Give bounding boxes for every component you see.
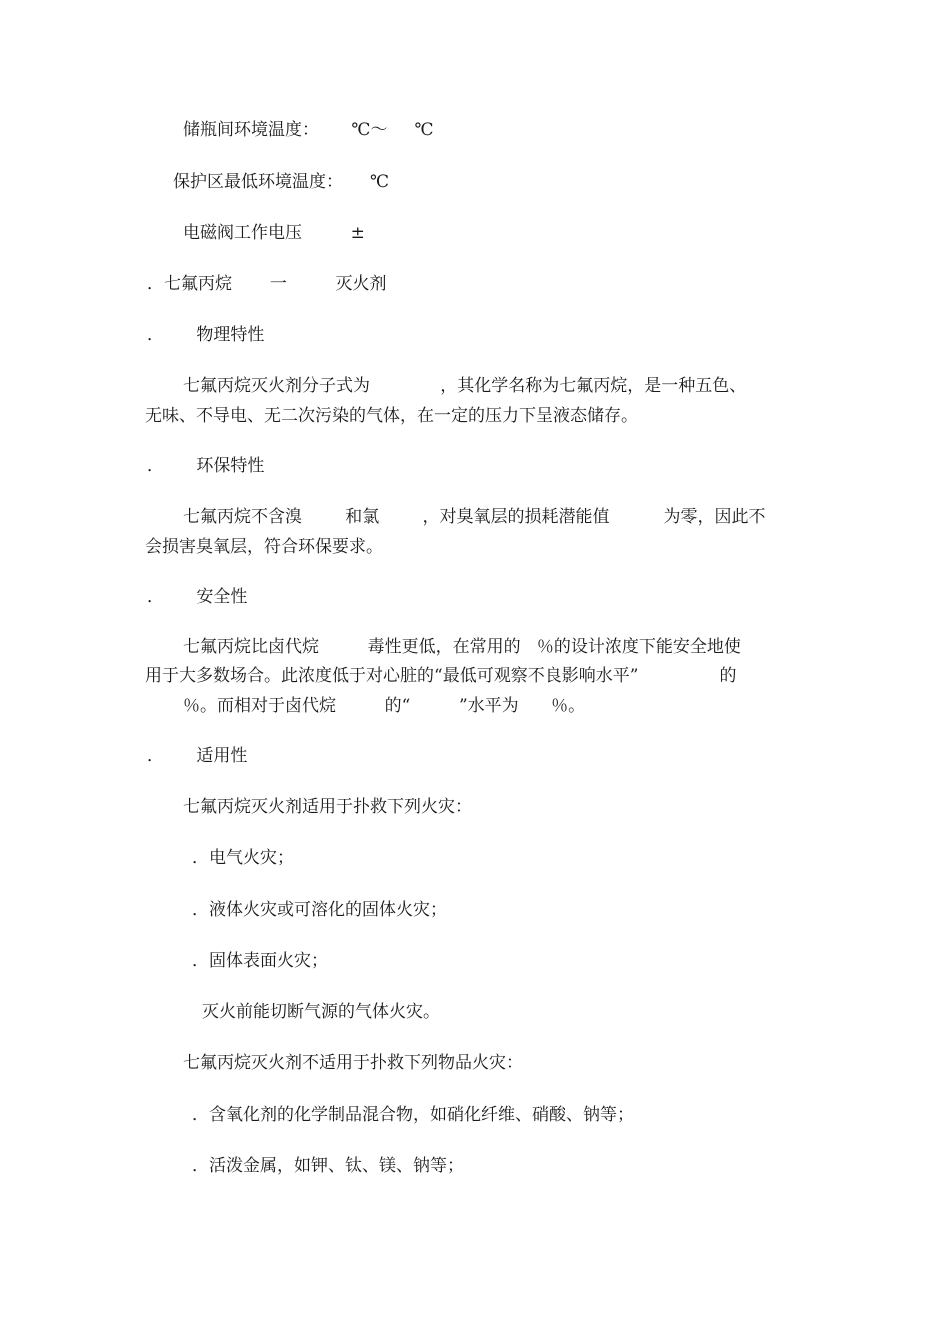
subsection-environmental-properties: ． 环保特性 [147, 456, 265, 476]
paragraph-line: 用于大多数场合。此浓度低于对心脏的“最低可观察不良影响水平” 的 [145, 666, 737, 686]
protected-area-min-temperature-line: 保护区最低环境温度： ℃ [173, 172, 390, 192]
subsection-applicability: ． 适用性 [147, 746, 248, 766]
paragraph-line: 无味、不导电、无二次污染的气体，在一定的压力下呈液态储存。 [145, 406, 638, 426]
list-item: 灭火前能切断气源的气体火灾。 [202, 1002, 440, 1022]
list-item: ．活泼金属，如钾、钛、镁、钠等； [192, 1156, 464, 1176]
subsection-safety: ． 安全性 [147, 587, 248, 607]
paragraph-line: 七氟丙烷灭火剂适用于扑救下列火灾： [183, 797, 472, 817]
paragraph-line: 七氟丙烷比卤代烷 毒性更低，在常用的 ％的设计浓度下能安全地使 [183, 637, 741, 657]
subsection-physical-properties: ． 物理特性 [147, 325, 265, 345]
paragraph-line: 七氟丙烷不含溴 和氯 ，对臭氧层的损耗潜能值 为零，因此不 [183, 507, 766, 527]
solenoid-valve-voltage-line: 电磁阀工作电压 ± [183, 223, 365, 243]
paragraph-line: 会损害臭氧层，符合环保要求。 [145, 537, 383, 557]
list-item: ．电气火灾； [192, 848, 294, 868]
paragraph-line: 七氟丙烷灭火剂不适用于扑救下列物品火灾： [183, 1053, 523, 1073]
list-item: ．含氧化剂的化学制品混合物，如硝化纤维、硝酸、钠等； [192, 1105, 634, 1125]
list-item: ．液体火灾或可溶化的固体火灾； [192, 900, 447, 920]
section-heading-heptafluoropropane: ．七氟丙烷 一 灭火剂 [147, 274, 387, 294]
paragraph-line: 七氟丙烷灭火剂分子式为 ，其化学名称为七氟丙烷，是一种五色、 [183, 376, 747, 396]
storage-room-temperature-line: 储瓶间环境温度： ℃～ ℃ [183, 120, 434, 140]
paragraph-line: ％。而相对于卤代烷 的“ ”水平为 ％。 [183, 696, 586, 716]
list-item: ．固体表面火灾； [192, 951, 328, 971]
